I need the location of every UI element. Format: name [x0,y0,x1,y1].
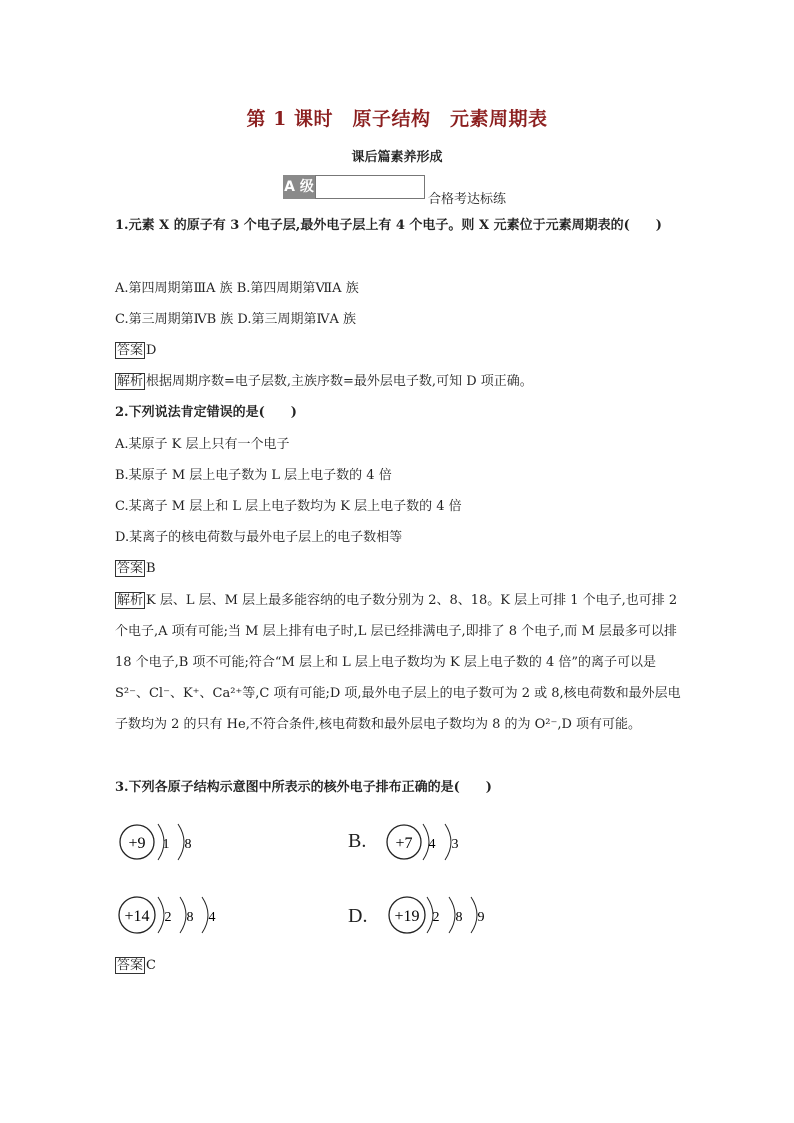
shell-arc [445,824,451,860]
atom-diagram-d [386,895,506,943]
shell-count: 8 [184,837,192,852]
q2-answer [115,561,156,577]
nucleus-charge: +7 [395,835,413,852]
shell-count: 2 [432,910,440,925]
grade-badge: A 级 [283,175,315,199]
shell-count: 4 [208,910,216,925]
answer-tag: 答案 [117,958,144,973]
shell-count: 2 [164,910,172,925]
answer-value: D [146,343,157,358]
nucleus-charge: +19 [394,908,420,925]
shell-arc [158,897,164,933]
analysis-tag: 解析 [117,593,144,608]
shell-count: 1 [162,837,170,852]
shell-arc [471,897,477,933]
analysis-tag: 解析 [117,374,144,389]
answer-tag: 答案 [117,561,144,576]
section-subtitle: 课后篇素养形成 [351,150,443,165]
grade-label: 合格考达标练 [428,192,507,207]
grade-box [315,175,425,199]
shell-count: 8 [186,910,194,925]
page-title: 第 1 课时 原子结构 元素周期表 [246,108,548,130]
q2-stem: 2.下列说法肯定错误的是( ) [115,405,297,420]
q1-analysis [115,374,533,390]
shell-count: 3 [451,837,459,852]
q2-option-d: D.某离子的核电荷数与最外电子层上的电子数相等 [115,530,403,545]
analysis-text: 根据周期序数=电子层数,主族序数=最外层电子数,可知 D 项正确。 [146,374,533,389]
q1-options-row2: C.第三周期第ⅣB 族 D.第三周期第ⅣA 族 [115,312,357,327]
shell-arc [449,897,455,933]
shell-arc [202,897,208,933]
nucleus-charge: +9 [128,835,146,852]
answer-value: C [146,958,156,973]
q2-option-b: B.某原子 M 层上电子数为 L 层上电子数的 4 倍 [115,468,392,483]
q2-option-a: A.某原子 K 层上只有一个电子 [115,437,290,452]
q1-stem: 1.元素 X 的原子有 3 个电子层,最外电子层上有 4 个电子。则 X 元素位于元素周期表的( ) [115,218,662,233]
shell-count: 8 [455,910,463,925]
answer-tag: 答案 [117,343,144,358]
answer-value: B [146,561,156,576]
nucleus-charge: +14 [124,908,150,925]
shell-arc [180,897,186,933]
q1-answer [115,343,156,359]
option-label-b: B. [348,830,367,852]
q1-options-row1: A.第四周期第ⅢA 族 B.第四周期第ⅦA 族 [115,281,359,296]
shell-count: 9 [477,910,485,925]
shell-count: 4 [428,837,436,852]
q3-answer [115,958,156,974]
shell-arc [178,824,184,860]
analysis-text: K 层、L 层、M 层上最多能容纳的电子数分别为 2、8、18。K 层上可排 1 个电子,也可排 2 个电子,A 项有可能;当 M 层上排有电子时,L 层已经排满电子,即排了 8 个电子,而 M 层最多可以排 18 个电子,B 项不可能;符合“M 层上和 L 层上电子数均为 K 层上电子数的 4 倍”的离子可以是 S²⁻、Cl⁻、K⁺、Ca²⁺等,C 项有可能;D 项,最外电子层上的电子数可为 2 或 8,核电荷数和最外层电子数均为 2 的只有 He,不符合条件,核电荷数和最外层电子数均为 8 的为 O²⁻,D 项有可能。 [115,593,681,732]
option-label-d: D. [348,905,368,927]
atom-diagram-a [118,822,228,870]
atom-diagram-b [385,822,495,870]
q3-stem: 3.下列各原子结构示意图中所表示的核外电子排布正确的是( ) [115,780,492,795]
atom-diagram-c [116,895,236,943]
q2-option-c: C.某离子 M 层上和 L 层上电子数均为 K 层上电子数的 4 倍 [115,499,462,514]
q2-analysis [115,585,685,740]
